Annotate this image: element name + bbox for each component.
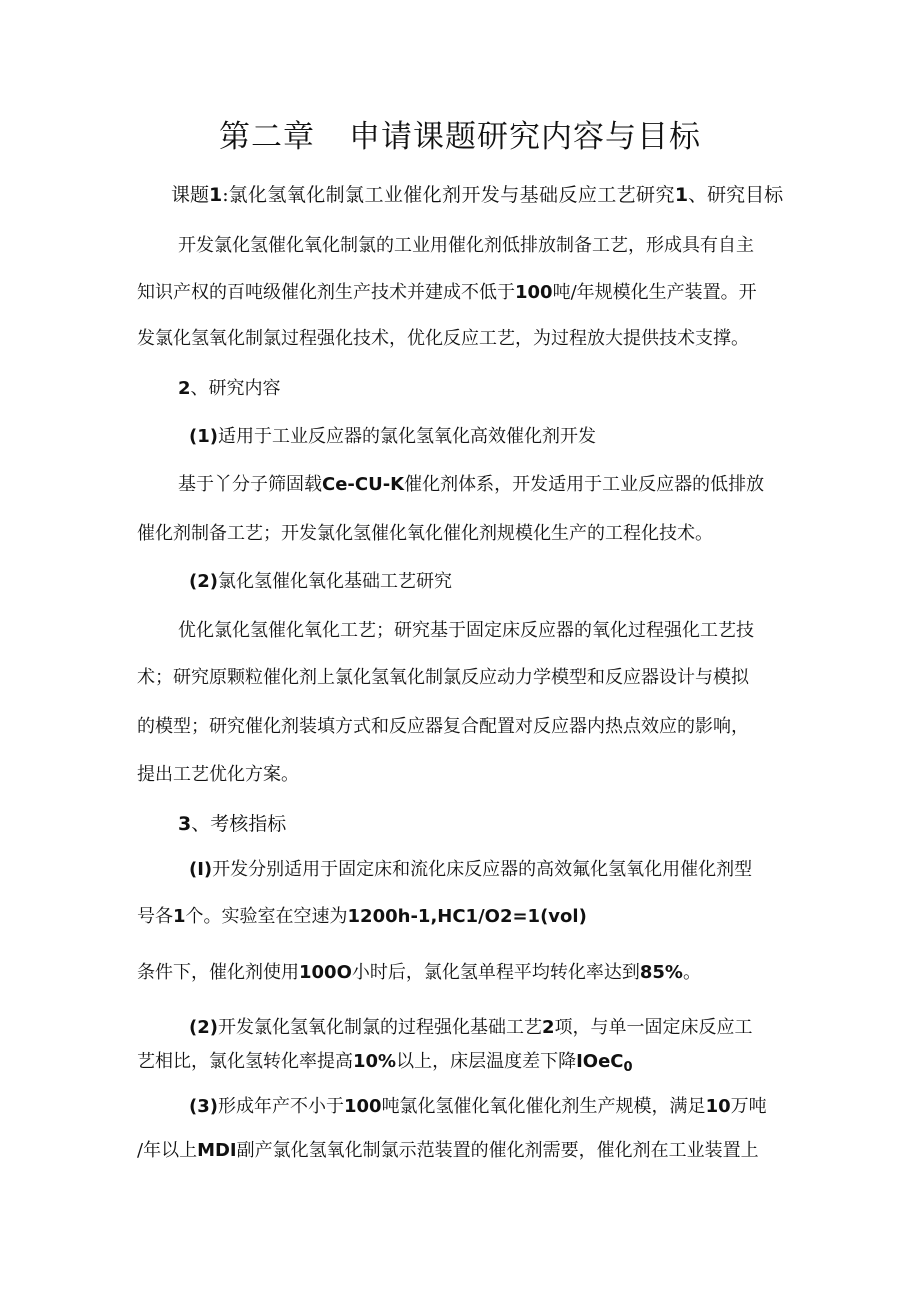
indicator-2-line-1: (2)开发氯化氢氧化制氯的过程强化基础工艺2项，与单一固定床反应工 (189, 1017, 753, 1038)
content-p1-line-1: 基于丫分子筛固载Ce-CU-K催化剂体系，开发适用于工业反应器的低排放 (178, 474, 765, 495)
chapter-title: 申请课题研究内容与目标 (349, 119, 701, 155)
indicator-3-line-1: (3)形成年产不小于100吨氯化氢催化氧化催化剂生产规模，满足10万吨 (189, 1096, 767, 1117)
subsection-1-title: (1)适用于工业反应器的氯化氢氧化高效催化剂开发 (189, 426, 596, 447)
content-heading: 2、研究内容 (178, 378, 281, 399)
topic-line: 课题1:氯化氢氧化制氯工业催化剂开发与基础反应工艺研究1、研究目标 (171, 184, 784, 206)
subsection-2-title: (2)氯化氢催化氧化基础工艺研究 (189, 571, 452, 592)
indicator-2-line-2: 艺相比，氯化氢转化率提高10%以上，床层温度差下降IOeC$_0$ (137, 1051, 633, 1075)
chapter-label: 第二章 (219, 119, 315, 155)
indicators-heading: 3、考核指标 (178, 813, 287, 835)
content-p2-line-3: 的模型；研究催化剂装填方式和反应器复合配置对反应器内热点效应的影响， (137, 716, 749, 737)
content-p2-line-2: 术；研究原颗粒催化剂上氯化氢氧化制氯反应动力学模型和反应器设计与模拟 (137, 667, 749, 688)
indicator-1-line-1: (I)开发分别适用于固定床和流化床反应器的高效氟化氢氧化用催化剂型 (189, 859, 753, 880)
indicator-3-line-2: /年以上MDI副产氯化氢氧化制氯示范装置的催化剂需要，催化剂在工业装置上 (137, 1140, 759, 1161)
page-title (0, 115, 920, 159)
content-p1-line-2: 催化剂制备工艺；开发氯化氢催化氧化催化剂规模化生产的工程化技术。 (137, 523, 713, 544)
content-p2-line-1: 优化氯化氢催化氧化工艺；研究基于固定床反应器的氧化过程强化工艺技 (178, 620, 754, 641)
indicator-1-line-2: 号各1个。实验室在空速为1200h-1,HC1/O2=1(vol) (137, 906, 587, 927)
indicator-1-line-3: 条件下，催化剂使用100O小时后，氯化氢单程平均转化率达到85%。 (137, 962, 701, 983)
goal-line-1: 开发氯化氢催化氧化制氯的工业用催化剂低排放制备工艺，形成具有自主 (178, 235, 754, 256)
goal-line-2: 知识产权的百吨级催化剂生产技术并建成不低于100吨/年规模化生产装置。开 (137, 282, 757, 303)
content-p2-line-4: 提出工艺优化方案。 (137, 764, 299, 785)
goal-line-3: 发氯化氢氧化制氯过程强化技术，优化反应工艺，为过程放大提供技术支撑。 (137, 328, 749, 349)
